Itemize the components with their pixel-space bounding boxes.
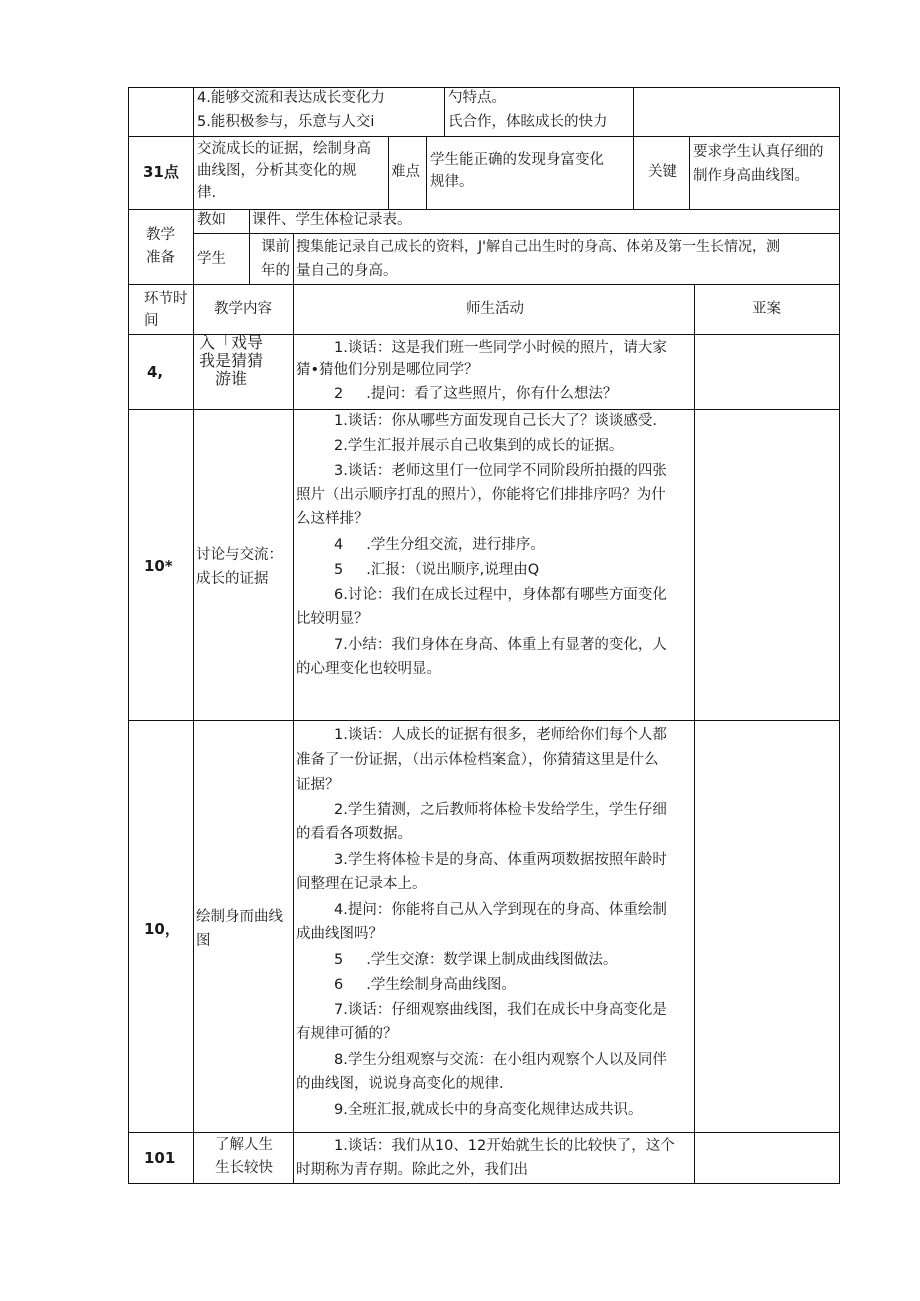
key-line-2: 制作身高曲线图。 (693, 168, 809, 184)
section-3-item-7: 7.谈话：仔细观察曲线图，我们在成长中身高变化是 (334, 1002, 667, 1018)
section-1-content-1: 入「戏导 (199, 333, 264, 352)
student-sub-2: 年的 (261, 263, 290, 279)
section-2-item-3-cont-1: 照片（出示顺序打乱的照片），你能将它们排排序吗？为什 (296, 487, 666, 503)
teacher-prep-text: 课件、学生体检记录表。 (252, 212, 412, 228)
section-2-item-3: 3.谈话：老师这里仃一位同学不同阶段所拍摄的四张 (334, 463, 667, 479)
objective-mid-2: 氏合作，体眩成长的快力 (448, 114, 608, 130)
section-3-item-4: 4.提问：你能将自己从入学到现在的身高、体重绘制 (334, 902, 667, 918)
key-label: 关键 (648, 164, 677, 180)
section-3-item-5: 5 .学生交潦：数学课上制成曲线图做法。 (334, 952, 618, 968)
objective-mid-1: 勺特点。 (448, 90, 506, 106)
section-3-item-1-cont-2: 证据？ (296, 777, 340, 793)
section-2-content-2: 成长的证据 (196, 571, 269, 587)
row-divider (128, 209, 840, 210)
section-2-item-3-cont-2: 么这样排？ (296, 511, 369, 527)
section-1-content-2: 我是猜猜 (199, 351, 264, 370)
focus-line-3: 律. (197, 185, 217, 201)
col-divider (293, 233, 294, 285)
objective-4: 4.能够交流和表达成长变化力 (197, 90, 385, 106)
section-2-item-5: 5 .汇报：（说出顺序,说理由Q (334, 562, 540, 578)
table-border-bottom (128, 1183, 840, 1184)
section-2-content-1: 讨论与交流： (196, 547, 283, 563)
col-divider (633, 87, 634, 137)
header-activity: 师生活动 (466, 301, 524, 317)
section-2-item-6-cont: 比较明显？ (296, 611, 369, 627)
col-divider (193, 87, 194, 137)
section-3-item-3-cont: 间整理在记录本上。 (296, 876, 427, 892)
section-3-item-2-cont: 的看看各项数据。 (296, 826, 412, 842)
col-divider (193, 136, 194, 210)
section-2-item-1: 1.谈话：你从哪些方面发现自己长大了？谈谈感受. (334, 413, 657, 429)
section-2-item-7-cont: 的心理变化也较明显。 (296, 661, 441, 677)
col-divider (694, 284, 695, 1184)
section-1-time: 4, (147, 363, 164, 381)
section-4-item-1-cont: 时期称为青存期。除此之外，我们出 (296, 1162, 528, 1178)
col-divider (633, 136, 634, 210)
table-border-right (839, 87, 840, 1184)
section-3-item-9: 9.全班汇报,就成长中的身高变化规律达成共识。 (334, 1102, 643, 1118)
section-3-content-2: 图 (196, 933, 211, 949)
row-divider (128, 720, 840, 721)
section-3-item-8: 8.学生分组观察与交流：在小组内观察个人以及同伴 (334, 1052, 667, 1068)
difficulty-line-2: 规律。 (430, 174, 474, 190)
section-2-item-7: 7.小结：我们身体在身高、体重上有显著的变化，人 (334, 637, 667, 653)
header-notes: 亚案 (752, 301, 781, 317)
section-3-item-2: 2.学生猜测，之后教师将体检卡发给学生，学生仔细 (334, 802, 667, 818)
section-3-item-1: 1.谈话：人成长的证据有很多，老师给你们每个人都 (334, 727, 667, 743)
section-3-item-6: 6 .学生绘制身高曲线图。 (334, 977, 516, 993)
col-divider (293, 284, 294, 1184)
student-prep-line-1: 搜集能记录自己成长的资料，J'解自己出生时的身高、体弟及第一生长情况，测 (296, 239, 780, 255)
row-divider (128, 284, 840, 285)
col-divider (444, 87, 445, 137)
focus-label: 31点 (143, 163, 179, 181)
section-3-item-7-cont: 有规律可循的？ (296, 1026, 398, 1042)
section-3-item-8-cont: 的曲线图，说说身高变化的规律. (296, 1076, 504, 1092)
prep-label-2: 准备 (146, 250, 175, 266)
student-sub-1: 课前 (261, 239, 290, 255)
student-prep-line-2: 量自己的身高。 (296, 263, 398, 279)
row-divider (193, 233, 840, 234)
focus-line-1: 交流成长的证据，绘制身高 (197, 141, 371, 157)
table-border-left (128, 87, 129, 1184)
prep-label-1: 教学 (146, 227, 175, 243)
section-4-content-1: 了解人生 (215, 1137, 273, 1153)
section-1-item-1: 1.谈话：这是我们班一些同学小时候的照片，请大家 (334, 340, 667, 356)
student-label: 学生 (197, 251, 226, 267)
teacher-label: 教如 (197, 212, 226, 228)
col-divider (426, 136, 427, 210)
section-1-content-3: 游谁 (215, 369, 248, 388)
section-3-item-3: 3.学生将体检卡是的身高、体重两项数据按照年龄时 (334, 852, 667, 868)
col-divider (388, 136, 389, 210)
section-3-time: 10， (144, 920, 180, 938)
difficulty-label: 难点 (391, 164, 420, 180)
col-divider (249, 209, 250, 285)
section-3-item-4-cont: 成曲线图吗？ (296, 926, 383, 942)
header-content: 教学内容 (214, 301, 272, 317)
objective-5: 5.能积极参与，乐意与人交i (197, 114, 375, 130)
col-divider (193, 284, 194, 1184)
section-4-item-1: 1.谈话：我们从10、12开始就生长的比较快了，这个 (334, 1138, 675, 1154)
section-2-time: 10* (144, 557, 173, 575)
focus-line-2: 曲线图，分析其变化的规 (197, 163, 357, 179)
section-2-item-2: 2.学生汇报并展示自己收集到的成长的证据。 (334, 438, 624, 454)
section-2-item-6: 6.讨论：我们在成长过程中，身体都有哪些方面变化 (334, 587, 667, 603)
section-3-item-1-cont-1: 准备了一份证据，（出示体检档案盒），你猜猜这里是什么 (296, 752, 659, 768)
section-4-content-2: 生长较快 (215, 1160, 273, 1176)
header-time-2: 间 (144, 313, 159, 329)
header-time-1: 环节时 (144, 291, 188, 307)
key-line-1: 要求学生认真仔细的 (693, 144, 824, 160)
row-divider (128, 136, 840, 137)
col-divider (689, 136, 690, 210)
row-divider (128, 1132, 840, 1133)
col-divider (193, 209, 194, 285)
section-1-item-1-cont: 猜•猜他们分别是哪位同学？ (296, 362, 479, 378)
section-3-content-1: 绘制身而曲线 (196, 909, 283, 925)
difficulty-line-1: 学生能正确的发现身富变化 (430, 152, 604, 168)
section-1-item-2: 2 .提问：看了这些照片，你有什么想法？ (334, 386, 618, 402)
section-2-item-4: 4 .学生分组交流，进行排序。 (334, 537, 545, 553)
section-4-time: 101 (144, 1149, 176, 1167)
row-divider (128, 409, 840, 410)
